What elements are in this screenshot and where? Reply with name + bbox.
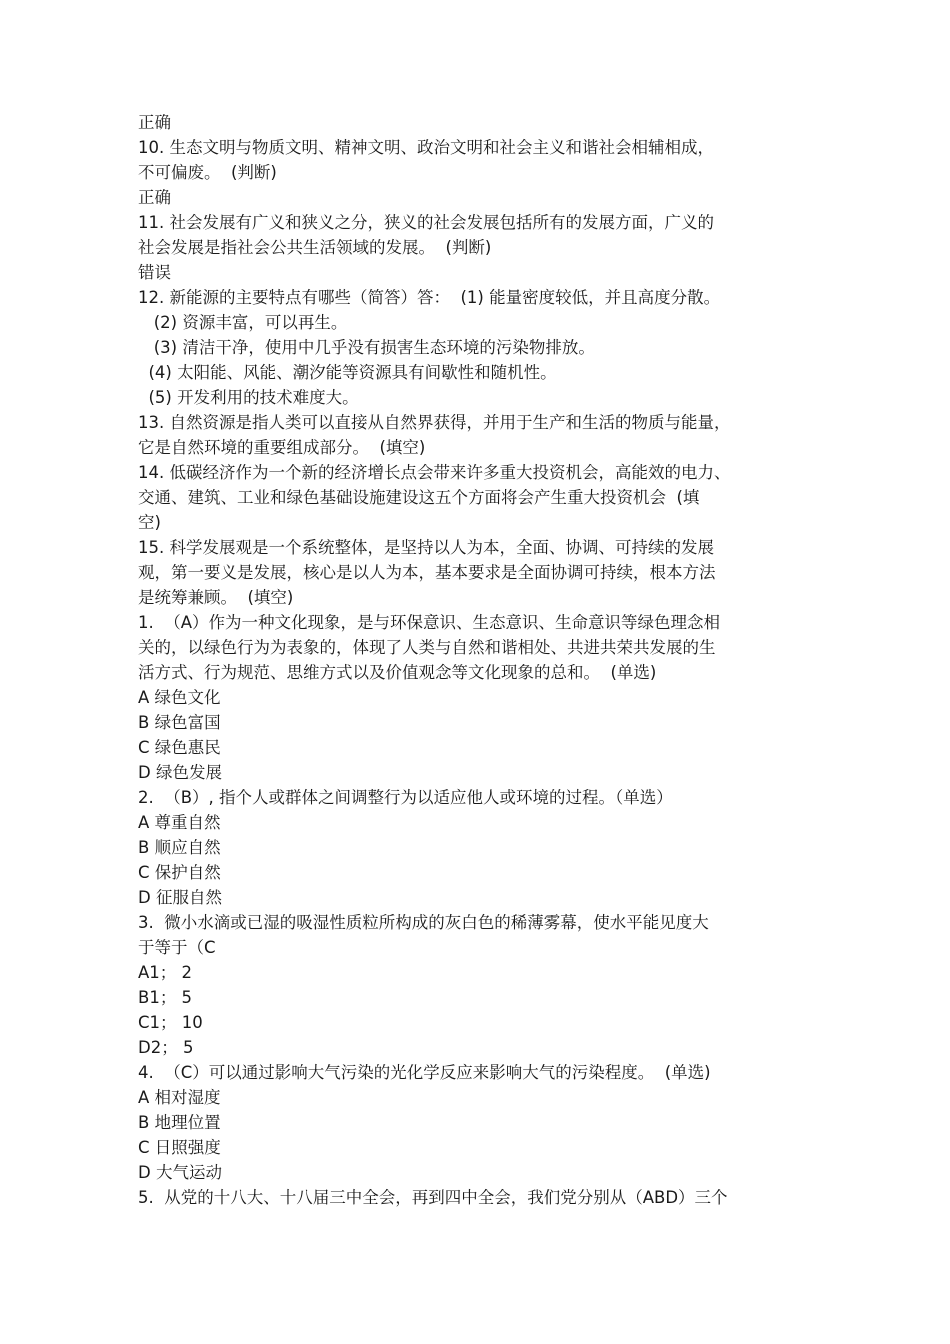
text-line: 正确 (138, 113, 171, 132)
text-line: C 日照强度 (138, 1138, 221, 1157)
text-line: 关的，以绿色行为为表象的，体现了人类与自然和谐相处、共进共荣共发展的生 (138, 638, 716, 657)
text-line: (3) 清洁干净，使用中几乎没有损害生态环境的污染物排放。 (138, 338, 595, 357)
text-line: 12. 新能源的主要特点有哪些（简答）答： (1) 能量密度较低，并且高度分散。 (138, 288, 721, 307)
text-line: D 绿色发展 (138, 763, 222, 782)
text-line: 不可偏废。 (判断) (138, 163, 277, 182)
text-line: D2； 5 (138, 1038, 194, 1057)
text-line: A 尊重自然 (138, 813, 221, 832)
text-line: 5. 从党的十八大、十八届三中全会，再到四中全会，我们党分别从（ABD）三个 (138, 1188, 728, 1207)
text-line: (2) 资源丰富，可以再生。 (138, 313, 348, 332)
text-line: 它是自然环境的重要组成部分。 (填空) (138, 438, 426, 457)
text-line: 2. （B）, 指个人或群体之间调整行为以适应他人或环境的过程。（单选） (138, 788, 673, 807)
text-line: 正确 (138, 188, 171, 207)
text-line: 错误 (138, 263, 171, 282)
text-line: C 保护自然 (138, 863, 221, 882)
text-line: 4. （C）可以通过影响大气污染的光化学反应来影响大气的污染程度。 (单选) (138, 1063, 711, 1082)
text-line: B 地理位置 (138, 1113, 221, 1132)
text-line: 空) (138, 513, 161, 532)
text-line: A 相对湿度 (138, 1088, 221, 1107)
text-line: 1. （A）作为一种文化现象，是与环保意识、生态意识、生命意识等绿色理念相 (138, 613, 721, 632)
text-line: B1； 5 (138, 988, 193, 1007)
text-line: 活方式、行为规范、思维方式以及价值观念等文化现象的总和。 (单选) (138, 663, 657, 682)
text-line: B 绿色富国 (138, 713, 221, 732)
text-line: A1； 2 (138, 963, 193, 982)
text-line: 10. 生态文明与物质文明、精神文明、政治文明和社会主义和谐社会相辅相成， (138, 138, 714, 157)
text-line: 15. 科学发展观是一个系统整体，是坚持以人为本，全面、协调、可持续的发展 (138, 538, 714, 557)
text-line: C1； 10 (138, 1013, 203, 1032)
text-line: (4) 太阳能、风能、潮汐能等资源具有间歇性和随机性。 (138, 363, 557, 382)
text-line: 交通、建筑、工业和绿色基础设施建设这五个方面将会产生重大投资机会 (填 (138, 488, 700, 507)
text-line: 13. 自然资源是指人类可以直接从自然界获得，并用于生产和生活的物质与能量， (138, 413, 731, 432)
text-line: 是统筹兼顾。 (填空) (138, 588, 294, 607)
text-line: D 征服自然 (138, 888, 222, 907)
text-line: C 绿色惠民 (138, 738, 221, 757)
text-line: 11. 社会发展有广义和狭义之分，狭义的社会发展包括所有的发展方面，广义的 (138, 213, 714, 232)
text-line: 于等于（C (138, 938, 216, 957)
text-line: 3. 微小水滴或已湿的吸湿性质粒所构成的灰白色的稀薄雾幕，使水平能见度大 (138, 913, 709, 932)
text-line: 14. 低碳经济作为一个新的经济增长点会带来许多重大投资机会，高能效的电力、 (138, 463, 731, 482)
document-page (138, 110, 838, 1210)
text-line: B 顺应自然 (138, 838, 221, 857)
text-line: A 绿色文化 (138, 688, 221, 707)
text-line: D 大气运动 (138, 1163, 222, 1182)
text-line: 观，第一要义是发展，核心是以人为本，基本要求是全面协调可持续，根本方法 (138, 563, 716, 582)
text-line: (5) 开发利用的技术难度大。 (138, 388, 359, 407)
text-line: 社会发展是指社会公共生活领域的发展。 (判断) (138, 238, 492, 257)
